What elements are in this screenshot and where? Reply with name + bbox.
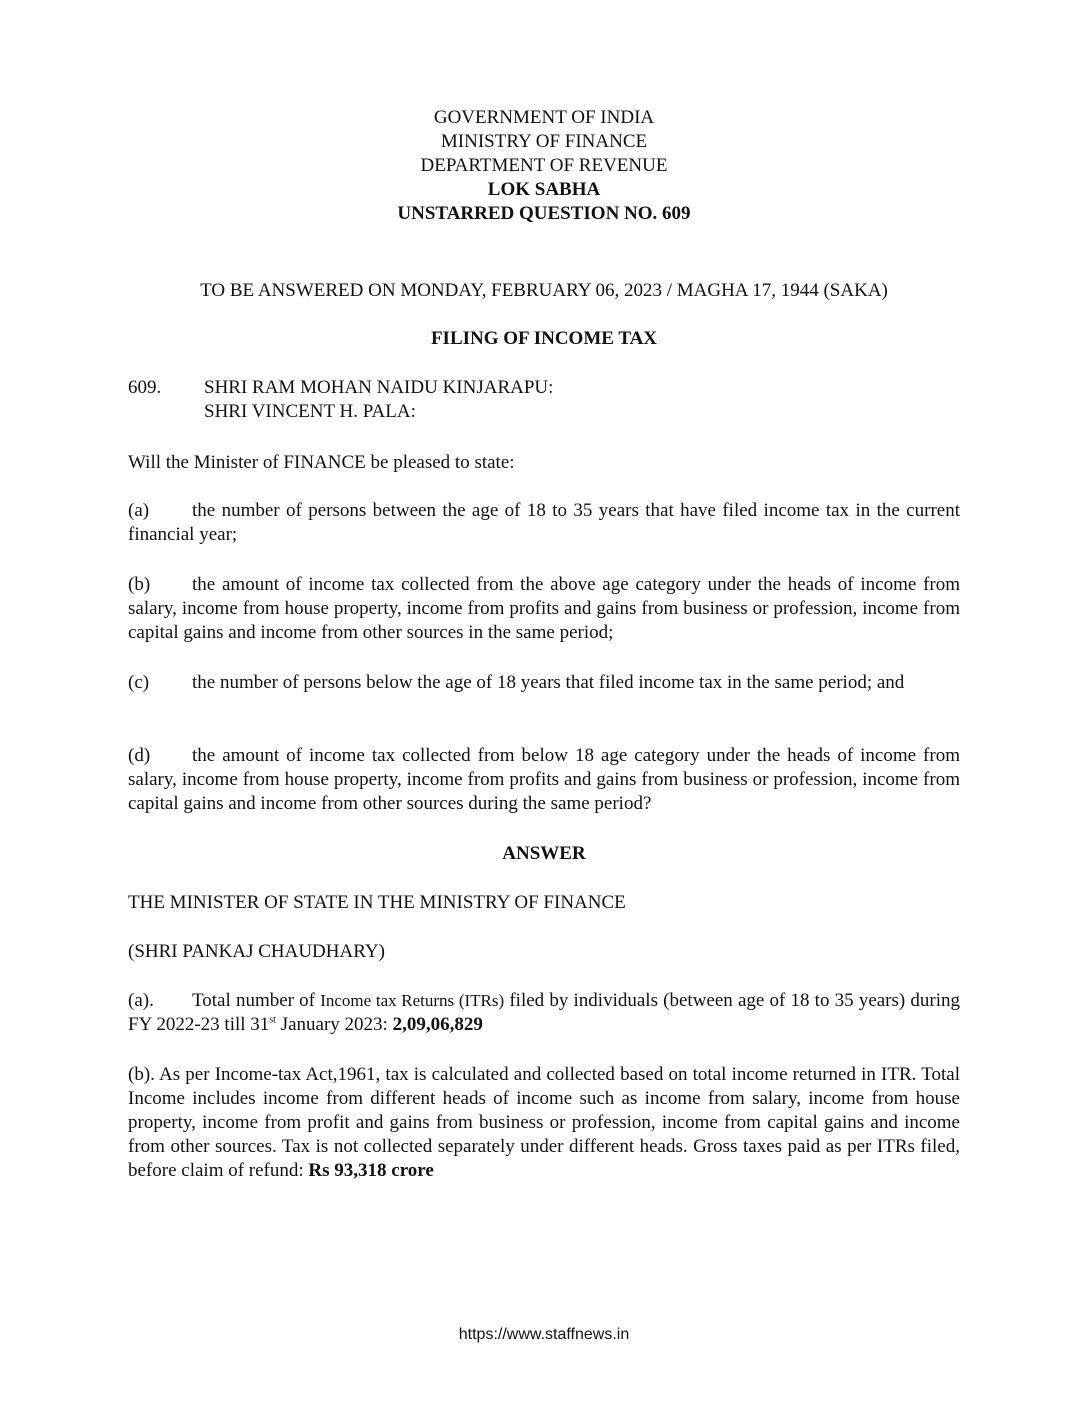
question-part-b bbox=[128, 573, 960, 645]
member-name: SHRI RAM MOHAN NAIDU KINJARAPU: bbox=[204, 377, 554, 398]
answer-a-text-small: Income tax Returns (ITRs) bbox=[320, 991, 505, 1010]
question-number: 609. bbox=[128, 377, 162, 398]
answer-a-value: 2,09,06,829 bbox=[392, 1014, 483, 1035]
header-government: GOVERNMENT OF INDIA bbox=[433, 107, 655, 128]
footer-url: https://www.staffnews.in bbox=[458, 1326, 630, 1343]
answer-a-text-2: filed by individuals (between age of 18 to 35 years) during FY 2022-23 till 31 bbox=[128, 990, 961, 1035]
part-label: (a) bbox=[128, 500, 150, 521]
header-question-title: UNSTARRED QUESTION NO. 609 bbox=[397, 203, 691, 224]
question-part-d bbox=[128, 744, 960, 816]
minister-name: (SHRI PANKAJ CHAUDHARY) bbox=[128, 941, 385, 962]
header-house: LOK SABHA bbox=[487, 179, 601, 200]
part-text: the number of persons between the age of 18 to 35 years that have filed income tax in the current financial year; bbox=[128, 500, 960, 545]
header-ministry: MINISTRY OF FINANCE bbox=[440, 131, 648, 152]
member-names bbox=[204, 376, 904, 424]
question-part-a bbox=[128, 499, 960, 547]
part-text: the amount of income tax collected from below 18 age category under the heads of income from salary, income from house property, income from profits and gains from business or profession, income from capital gains and income from other sources during the same period? bbox=[128, 745, 960, 814]
subject-title: FILING OF INCOME TAX bbox=[430, 328, 658, 349]
answer-part-a bbox=[128, 989, 960, 1037]
answer-part-a-label: (a). bbox=[128, 990, 154, 1011]
answer-heading: ANSWER bbox=[502, 843, 586, 864]
answer-part-b bbox=[128, 1063, 960, 1183]
part-label: (c) bbox=[128, 672, 150, 693]
part-text: the number of persons below the age of 18 years that filed income tax in the same period; and bbox=[192, 672, 905, 693]
answer-b-text: (b). As per Income-tax Act,1961, tax is calculated and collected based on total income returned in ITR. Total Income includes income from different heads of income such as income from salary, income from house property, income from profit and gains from business or profession, income from capital gains and income from other sources. Tax is not collected separately under different heads. Gross taxes paid as per ITRs filed, before claim of refund: bbox=[128, 1064, 960, 1181]
answer-a-text-1: Total number of bbox=[192, 990, 315, 1011]
minister-title: THE MINISTER OF STATE IN THE MINISTRY OF FINANCE bbox=[128, 892, 626, 913]
answer-b-value: Rs 93,318 crore bbox=[308, 1160, 434, 1181]
question-intro: Will the Minister of FINANCE be pleased to state: bbox=[128, 452, 515, 473]
document-header bbox=[0, 106, 1088, 226]
part-label: (b) bbox=[128, 574, 151, 595]
question-part-c bbox=[128, 671, 960, 695]
answer-a-superscript: st bbox=[269, 1014, 276, 1026]
member-name: SHRI VINCENT H. PALA: bbox=[204, 401, 416, 422]
header-department: DEPARTMENT OF REVENUE bbox=[420, 155, 668, 176]
answer-a-text-3: January 2023: bbox=[280, 1014, 388, 1035]
part-label: (d) bbox=[128, 745, 151, 766]
part-text: the amount of income tax collected from the above age category under the heads of income from salary, income from house property, income from profits and gains from business or profession, income from capital gains and income from other sources in the same period; bbox=[128, 574, 960, 643]
answer-date: TO BE ANSWERED ON MONDAY, FEBRUARY 06, 2023 / MAGHA 17, 1944 (SAKA) bbox=[200, 280, 888, 301]
